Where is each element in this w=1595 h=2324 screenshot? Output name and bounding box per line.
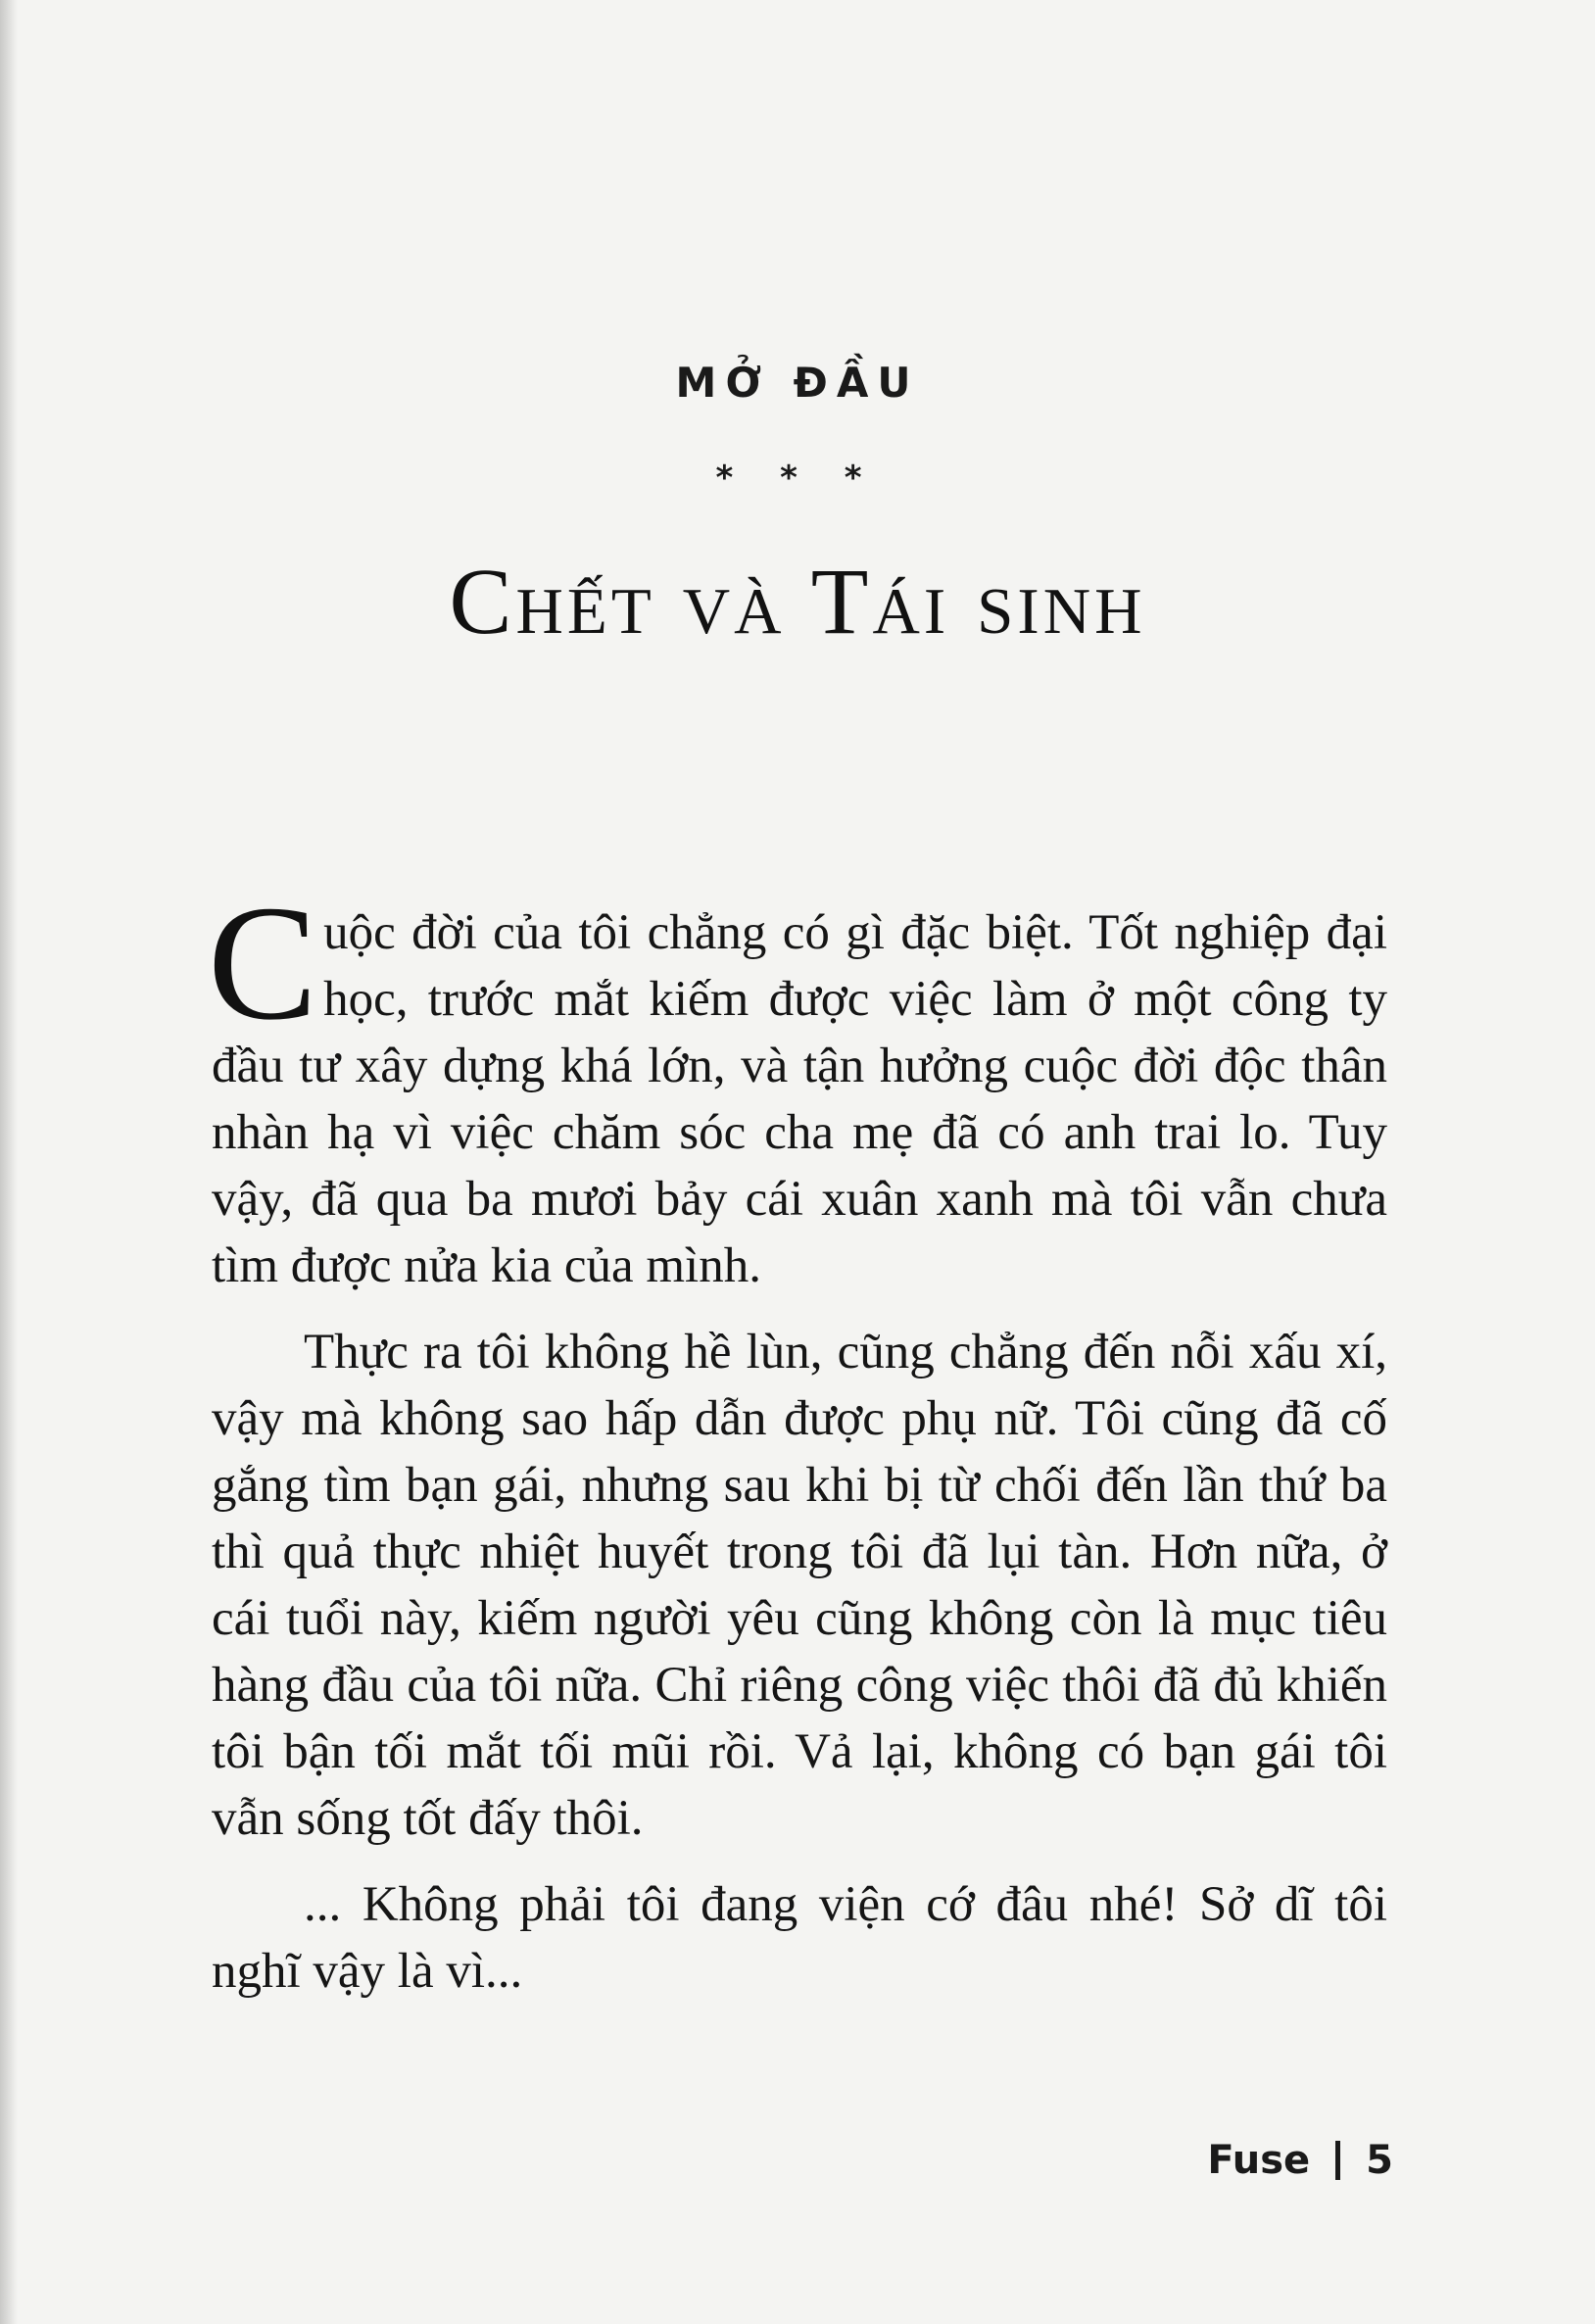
page-edge-shadow: [0, 0, 18, 2324]
running-footer-title: Fuse: [1207, 2138, 1311, 2183]
page-footer: [1207, 2138, 1393, 2183]
section-ornament: * * *: [715, 459, 880, 498]
drop-cap: C: [208, 872, 318, 1054]
footer-divider: [1335, 2141, 1340, 2180]
paragraph-2: Thực ra tôi không hề lùn, cũng chẳng đến nỗi xấu xí, vậy mà không sao hấp dẫn được phụ nữ. Tôi cũng đã cố gắng tìm bạn gái, nhưng sau khi bị từ chối đến lần thứ ba thì quả thực nhiệt huyết trong tôi đã lụi tàn. Hơn nữa, ở cái tuổi này, kiếm người yêu cũng không còn là mục tiêu hàng đầu của tôi nữa. Chỉ riêng công việc thôi đã đủ khiến tôi bận tối mắt tối mũi rồi. Vả lại, không có bạn gái tôi vẫn sống tốt đấy thôi.: [212, 1325, 1387, 1846]
chapter-title: Chết và Tái sinh: [449, 549, 1146, 654]
chapter-label: MỞ ĐẦU: [675, 359, 920, 407]
paragraph-3: ... Không phải tôi đang viện cớ đâu nhé! Sở dĩ tôi nghĩ vậy là vì...: [212, 1877, 1387, 1999]
page-number: 5: [1366, 2138, 1393, 2183]
body-text: [208, 872, 1387, 2024]
paragraph-1-text: uộc đời của tôi chẳng có gì đặc biệt. Tốt nghiệp đại học, trước mắt kiếm được việc làm ở một công ty đầu tư xây dựng khá lớn, và tận hưởng cuộc đời độc thân nhàn hạ vì việc chăm sóc cha mẹ đã có anh trai lo. Tuy vậy, đã qua ba mươi bảy cái xuân xanh mà tôi vẫn chưa tìm được nửa kia của mình.: [212, 905, 1387, 1293]
paragraph-1: [208, 872, 1387, 1299]
